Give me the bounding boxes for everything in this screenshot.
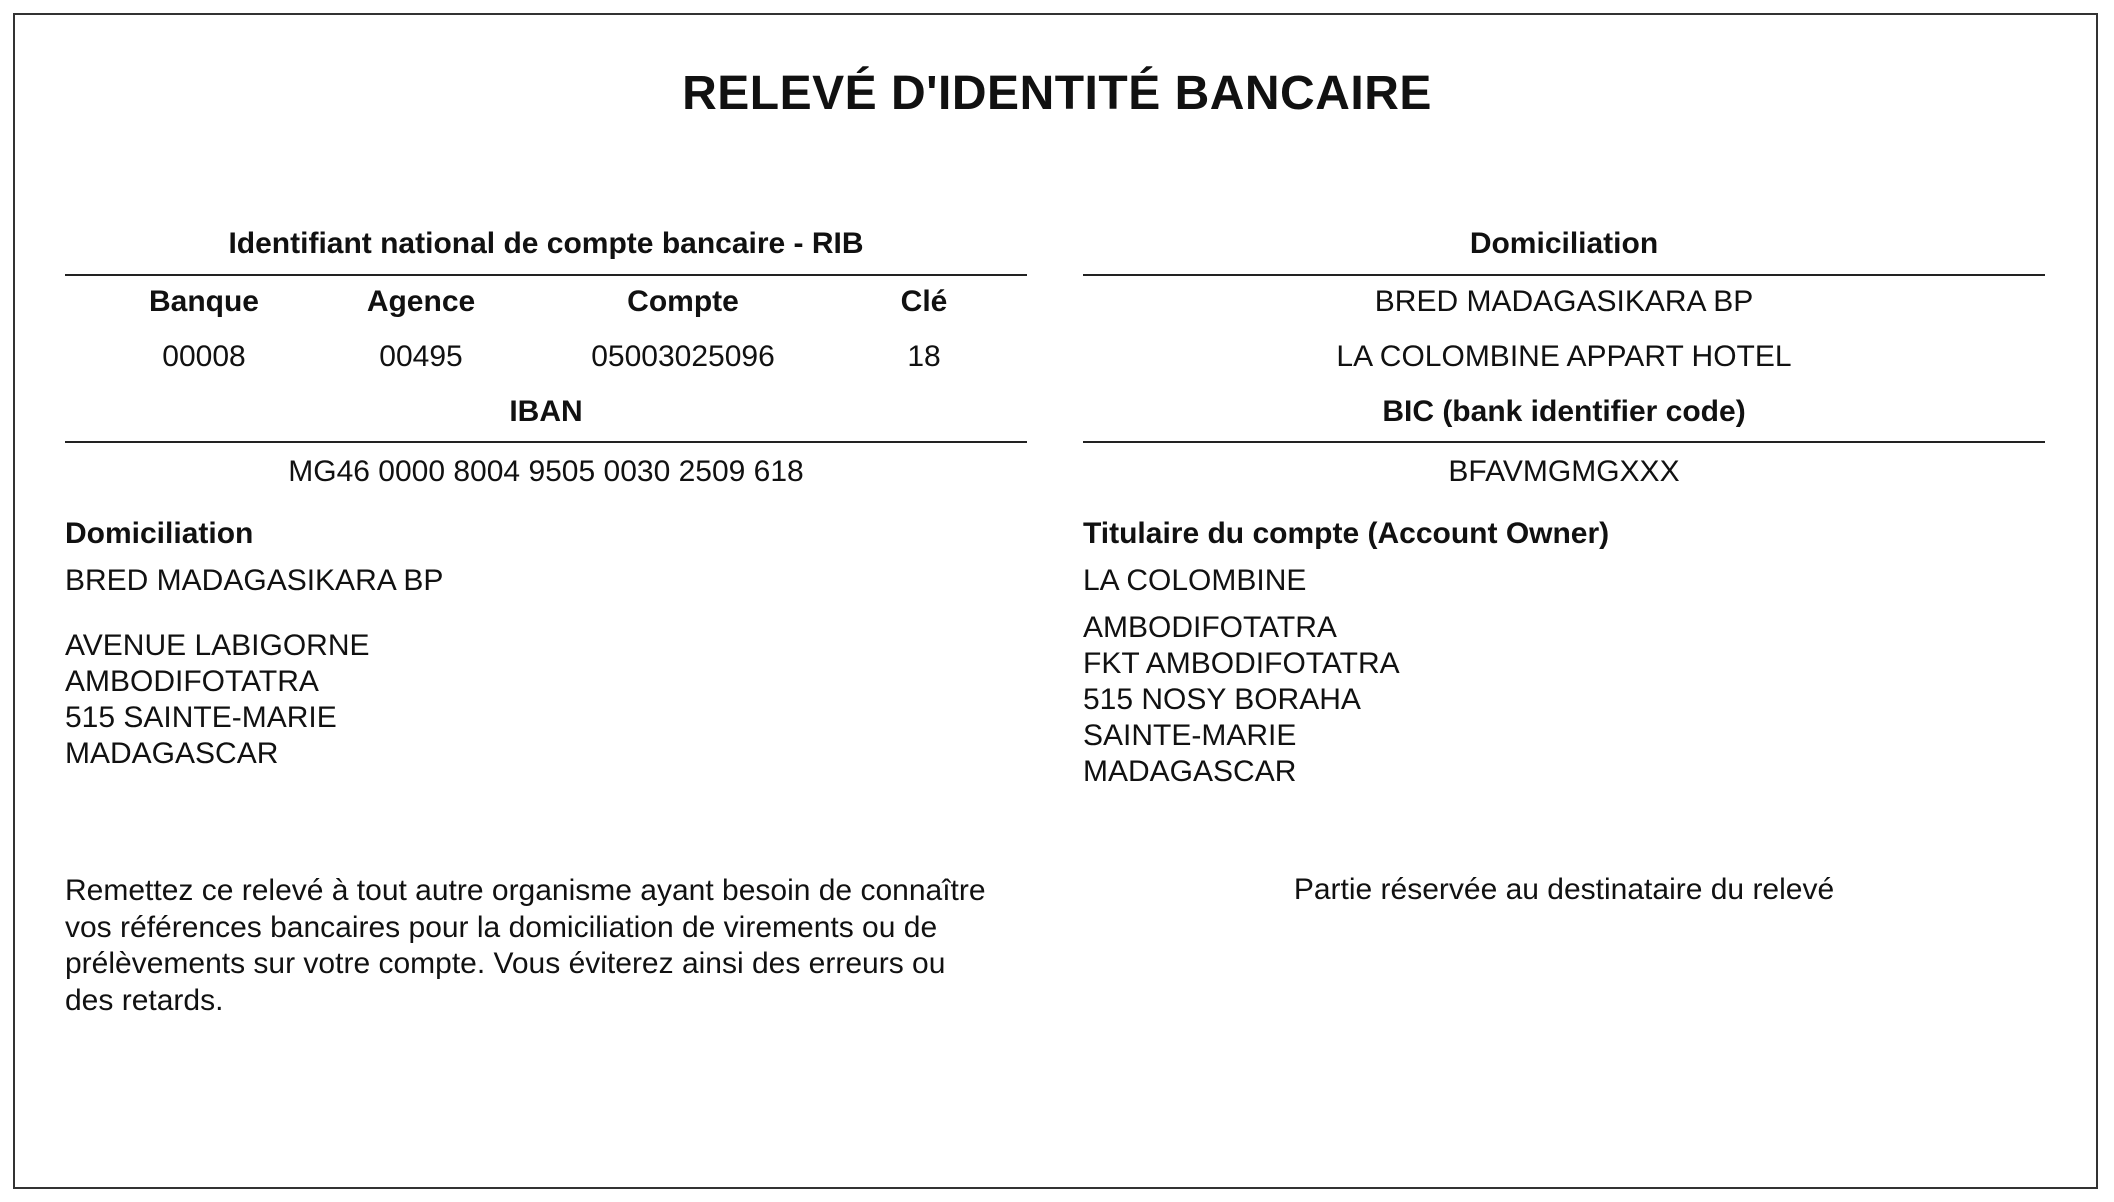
instructions-text xyxy=(65,873,1055,1019)
rib-column-compte: Compte xyxy=(627,285,739,318)
domiciliation-heading: Domiciliation xyxy=(65,517,254,550)
iban-value: MG46 0000 8004 9505 0030 2509 618 xyxy=(288,455,804,488)
account-owner-name: LA COLOMBINE xyxy=(1083,564,1307,597)
instructions-line: vos références bancaires pour la domiciliation de virements ou de xyxy=(65,910,938,944)
rib-column-agence: Agence xyxy=(366,285,476,318)
iban-heading: IBAN xyxy=(509,395,583,428)
domiciliation-hotel-line: LA COLOMBINE APPART HOTEL xyxy=(1336,340,1792,373)
address-line: 515 NOSY BORAHA xyxy=(1083,683,1361,716)
domiciliation-bank-line: BRED MADAGASIKARA BP xyxy=(1374,285,1754,318)
rib-heading: Identifiant national de compte bancaire - RIB xyxy=(228,227,864,260)
bic-divider xyxy=(1083,441,2045,443)
rib-value-compte: 05003025096 xyxy=(591,340,775,373)
rib-column-banque: Banque xyxy=(148,285,259,318)
instructions-line: prélèvements sur votre compte. Vous éviterez ainsi des erreurs ou xyxy=(65,947,946,980)
rib-divider xyxy=(65,274,1027,276)
instructions-line: Remettez ce relevé à tout autre organisme ayant besoin de connaître xyxy=(65,874,986,907)
address-line: AMBODIFOTATRA xyxy=(1083,611,1337,644)
rib-value-cle: 18 xyxy=(907,340,941,373)
document-title: RELEVÉ D'IDENTITÉ BANCAIRE xyxy=(682,67,1432,120)
recipient-reserved-text: Partie réservée au destinataire du relevé xyxy=(1293,873,1835,906)
instructions-line: des retards. xyxy=(65,983,224,1017)
address-line: AMBODIFOTATRA xyxy=(65,665,319,698)
bic-heading: BIC (bank identifier code) xyxy=(1382,395,1746,428)
address-line: AVENUE LABIGORNE xyxy=(65,629,370,662)
rib-value-banque: 00008 xyxy=(162,340,246,373)
domiciliation-address xyxy=(65,628,370,772)
address-line: FKT AMBODIFOTATRA xyxy=(1083,647,1400,680)
address-line: MADAGASCAR xyxy=(65,737,279,770)
iban-divider xyxy=(65,441,1027,443)
address-line: SAINTE-MARIE xyxy=(1083,719,1297,752)
bic-value: BFAVMGMGXXX xyxy=(1448,455,1680,488)
domiciliation-header-right: Domiciliation xyxy=(1469,227,1659,260)
address-line: 515 SAINTE-MARIE xyxy=(65,701,337,734)
domiciliation-divider xyxy=(1083,274,2045,276)
account-owner-address xyxy=(1083,610,1400,790)
address-line: MADAGASCAR xyxy=(1083,755,1297,788)
rib-value-agence: 00495 xyxy=(379,340,463,373)
rib-column-cle: Clé xyxy=(900,285,948,318)
domiciliation-bank-name: BRED MADAGASIKARA BP xyxy=(65,564,444,597)
account-owner-heading: Titulaire du compte (Account Owner) xyxy=(1083,517,1610,550)
